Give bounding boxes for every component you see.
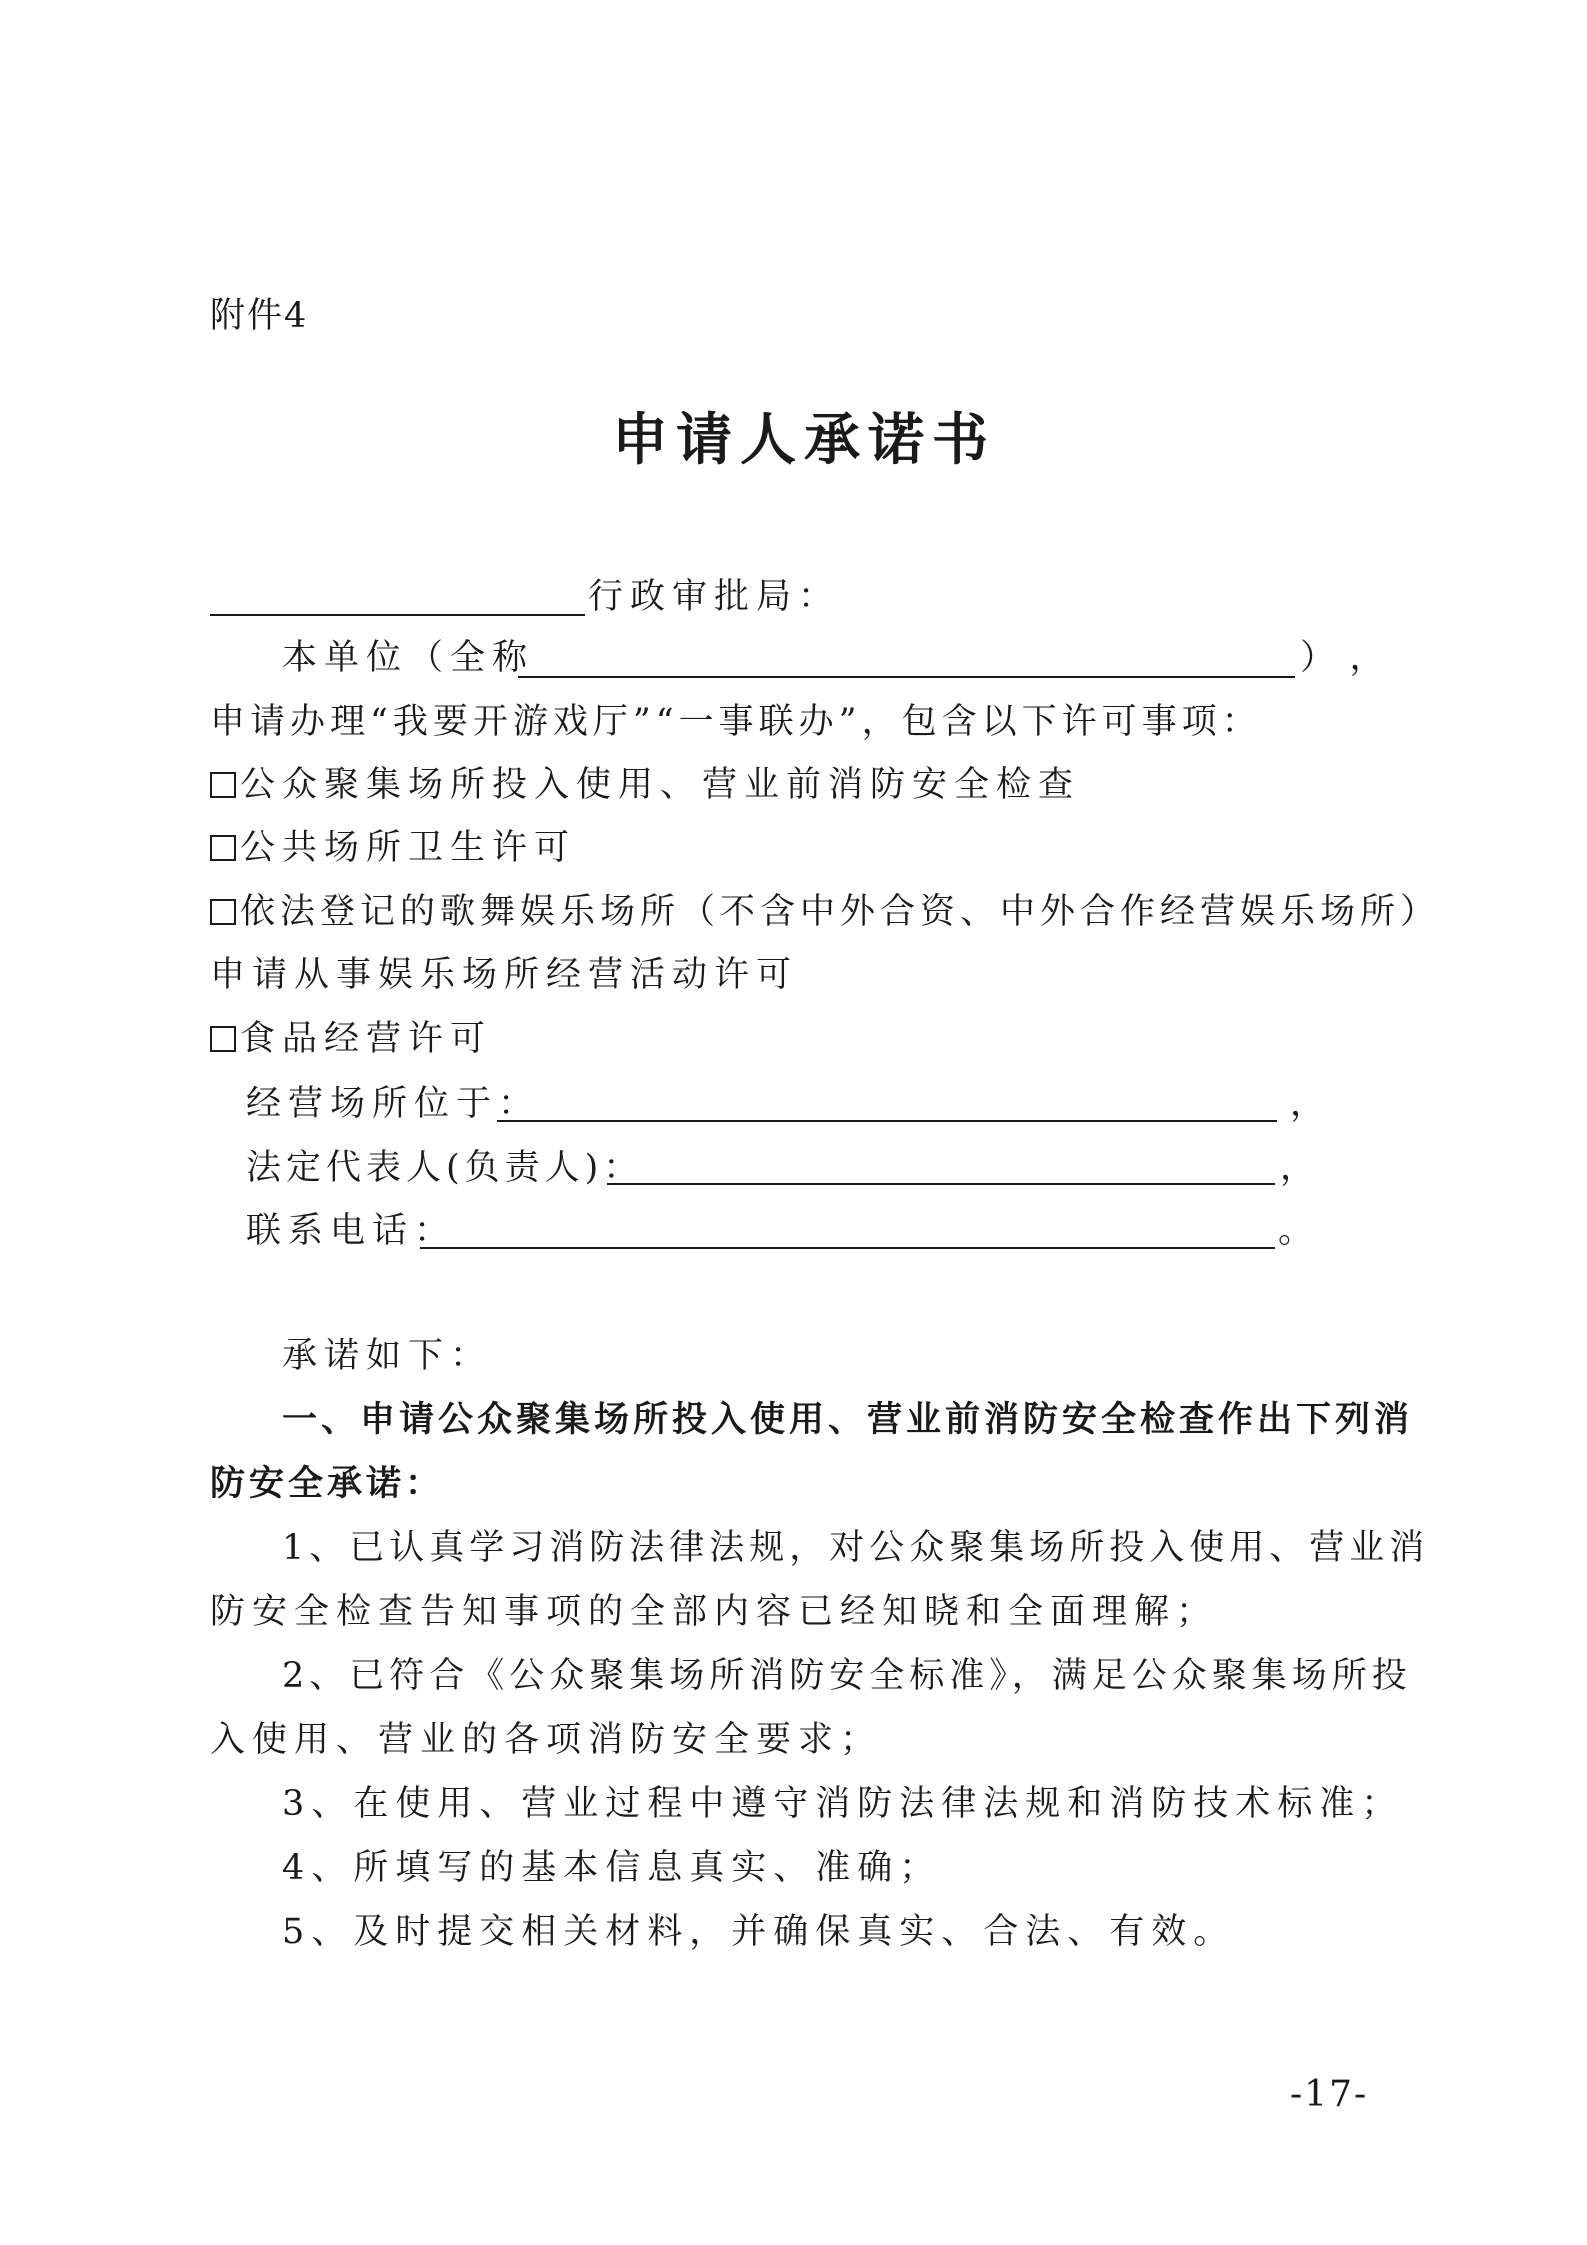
- promise-2-line2: 入使用、营业的各项消防安全要求；: [210, 1720, 883, 1760]
- attachment-label: 附件4: [210, 296, 309, 336]
- section-one-heading-line2: 防安全承诺：: [210, 1464, 445, 1504]
- application-line: 申请办理“我要开游戏厅”“一事联办”，包含以下许可事项：: [210, 702, 1262, 742]
- addressee-suffix: 行政审批局：: [588, 577, 841, 617]
- permit-item-food: [210, 1016, 492, 1062]
- legal-rep-end: ，: [1280, 1148, 1323, 1188]
- permit-item-label: 公众聚集场所投入使用、营业前消防安全检查: [240, 765, 1081, 805]
- unit-name-prefix: 本单位（全称: [282, 638, 535, 678]
- permit-checkbox-3[interactable]: [210, 899, 236, 925]
- unit-name-suffix: ），: [1300, 638, 1417, 678]
- promise-1-line2: 防安全检查告知事项的全部内容已经知晓和全面理解；: [210, 1592, 1219, 1632]
- permit-checkbox-1[interactable]: [210, 772, 236, 798]
- document-title: 申请人承诺书: [612, 407, 996, 473]
- promise-4: 4、所填写的基本信息真实、准确；: [282, 1848, 942, 1888]
- phone-label: 联系电话：: [246, 1211, 457, 1251]
- permit-item-label: 公共场所卫生许可: [240, 828, 577, 868]
- phone-end: 。: [1278, 1211, 1321, 1251]
- legal-rep-label: 法定代表人(负责人)：: [246, 1148, 644, 1188]
- promise-intro: 承诺如下：: [282, 1336, 493, 1376]
- page-number: -17-: [1290, 2074, 1369, 2115]
- permit-item-entertainment: [210, 889, 1440, 935]
- promise-3: 3、在使用、营业过程中遵守消防法律法规和消防技术标准；: [282, 1784, 1404, 1824]
- permit-item-fire-safety: [210, 762, 1080, 808]
- permit-item-entertainment-continuation: 申请从事娱乐场所经营活动许可: [210, 955, 799, 995]
- phone-blank[interactable]: [420, 1247, 1275, 1249]
- location-blank[interactable]: [497, 1120, 1277, 1122]
- authority-name-blank[interactable]: [210, 614, 585, 616]
- location-label: 经营场所位于：: [246, 1084, 541, 1124]
- permit-checkbox-4[interactable]: [210, 1026, 236, 1052]
- promise-1-line1: 1、已认真学习消防法律法规，对公众聚集场所投入使用、营业消: [282, 1528, 1430, 1568]
- legal-rep-blank[interactable]: [607, 1183, 1275, 1185]
- section-one-heading-line1: 一、申请公众聚集场所投入使用、营业前消防安全检查作出下列消: [282, 1400, 1414, 1440]
- permit-item-label: 食品经营许可: [240, 1019, 493, 1059]
- location-end: ，: [1290, 1084, 1333, 1124]
- permit-checkbox-2[interactable]: [210, 835, 236, 861]
- permit-item-hygiene: [210, 825, 576, 871]
- permit-item-label: 依法登记的歌舞娱乐场所（不含中外合资、中外合作经营娱乐场所）: [240, 892, 1441, 932]
- unit-full-name-blank[interactable]: [518, 676, 1295, 678]
- promise-2-line1: 2、已符合《公众聚集场所消防安全标准》，满足公众聚集场所投: [282, 1656, 1412, 1696]
- promise-5: 5、及时提交相关材料，并确保真实、合法、有效。: [282, 1912, 1236, 1952]
